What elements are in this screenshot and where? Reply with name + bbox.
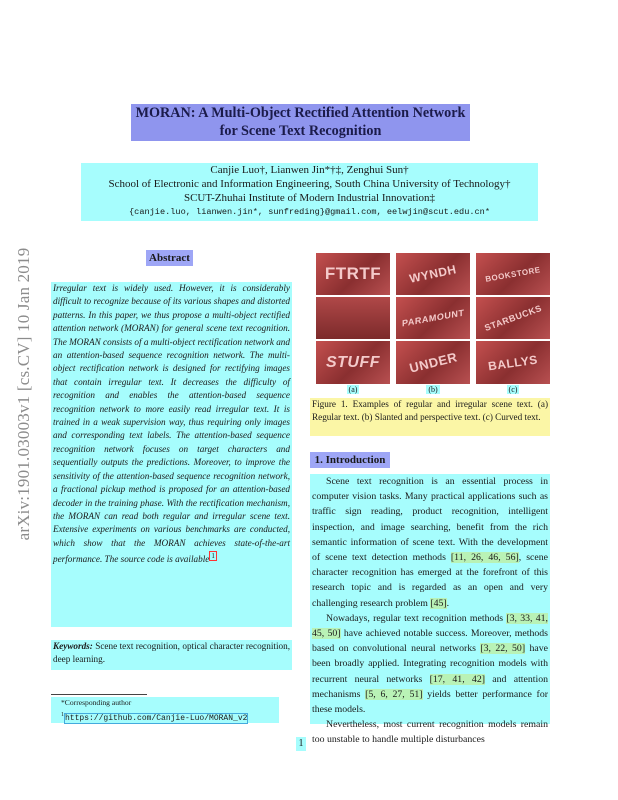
url-footnote-mark: 1: [61, 712, 64, 718]
scene-text-word: WYNDH: [408, 262, 458, 286]
intro-paragraph-1: Scene text recognition is an essential process in computer vision tasks. Many practical applications such as traffic sign reading, product recognition, intelligent inspection, and image searching, benefit from the rich semantic information of scene text. With the development of scene text detection methods [11, 26, 46, 56], scene character recognition has emerged at the forefront of this research topic and is regarded as an open and very challenging research problem [45].: [312, 476, 548, 609]
keywords-block: [51, 640, 292, 670]
scene-text-word: PARAMOUNT: [401, 307, 465, 329]
author-names: Canjie Luo†, Lianwen Jin*†‡, Zenghui Sun†: [210, 164, 409, 176]
intro-paragraph-3: Nevertheless, most current recognition models remain too unstable to handle multiple disturbances: [312, 719, 548, 746]
scene-text-image: [396, 253, 470, 295]
introduction-body: [310, 474, 550, 746]
citation-link[interactable]: [3, 33, 41, 45, 50]: [312, 612, 548, 640]
scene-text-word: BOOKSTORE: [484, 264, 542, 284]
figure-label-a: (a): [348, 385, 358, 394]
figure-column-b: [396, 253, 470, 384]
affiliation-1: School of Electronic and Information Engineering, South China University of Technology†: [108, 178, 511, 190]
abstract-body: [51, 282, 292, 627]
scene-text-image: FTRTF: [316, 253, 390, 295]
footnote-rule: [51, 694, 147, 695]
keywords-text: Scene text recognition, optical character recognition, deep learning.: [53, 641, 290, 665]
author-emails: {canjie.luo, lianwen.jin*, sunfreding}@gmail.com, eelwjin@scut.edu.cn*: [129, 207, 490, 217]
scene-text-image: [396, 341, 470, 384]
scene-text-word: UNDER: [407, 349, 459, 376]
scene-text-word: STARBUCKS: [482, 302, 544, 334]
citation-link[interactable]: [11, 26, 46, 56]: [450, 552, 519, 564]
authors-block: [81, 163, 538, 221]
corresponding-author-note: *Corresponding author: [61, 698, 132, 707]
citation-link[interactable]: [3, 22, 50]: [480, 643, 526, 655]
scene-text-image: [476, 253, 550, 295]
source-code-link[interactable]: https://github.com/Canjie-Luo/MORAN_v2: [65, 713, 248, 723]
scene-text-image: [476, 297, 550, 339]
scene-text-image: [316, 297, 390, 339]
abstract-heading: Abstract: [146, 250, 193, 266]
scene-text-image: [476, 341, 550, 384]
abstract-text: Irregular text is widely used. However, it is considerably difficult to recognize because of its various shapes and distorted patterns. In this paper, we thus propose a multi-object rectified attention network (MORAN) for general scene text recognition. The MORAN consists of a multi-object rectification network and an attention-based sequence recognition network. The multi-object rectification network is designed for rectifying images that contain irregular text. It decreases the difficulty of recognition and enables the attention-based sequence recognition network to more easily read irregular text. It is trained in a weak supervision way, thus requiring only images and corresponding text labels. The attention-based sequence recognition network focuses on target characters and sequentially outputs the predictions. Moreover, to improve the sensitivity of the attention-based sequence recognition network, a fractional pickup method is proposed for an attention-based decoder in the training phase. With the rectification mechanism, the MORAN can read both regular and irregular scene text. Extensive experiments on various benchmarks are conducted, which show that the MORAN achieves state-of-the-art performance. The source code is available: [53, 283, 290, 565]
figure-1: [310, 253, 550, 395]
introduction-heading: 1. Introduction: [310, 452, 390, 468]
citation-link[interactable]: [5, 6, 27, 51]: [365, 688, 423, 700]
figure-label-b: (b): [428, 385, 438, 394]
paper-title: [131, 104, 470, 141]
citation-link[interactable]: [45]: [430, 597, 447, 609]
scene-text-word: BALLYS: [487, 352, 539, 373]
figure-column-c: [476, 253, 550, 384]
title-line-1: MORAN: A Multi-Object Rectified Attention Network: [135, 105, 466, 121]
figure-caption: Figure 1. Examples of regular and irregular scene text. (a) Regular text. (b) Slanted and perspective text. (c) Curved text.: [310, 398, 550, 436]
figure-column-a: [316, 253, 390, 384]
scene-text-image: STUFF: [316, 341, 390, 384]
scene-text-image: [396, 297, 470, 339]
arxiv-identifier-text: arXiv:1901.03003v1 [cs.CV] 10 Jan 2019: [14, 247, 33, 541]
figure-label-c: (c): [508, 385, 518, 394]
intro-paragraph-2: Nowadays, regular text recognition methods [3, 33, 41, 45, 50] have achieved notable success. Moreover, methods based on convolutional neural networks [3, 22, 50] have been broadly applied. Integrating recognition models with recurrent neural networks [17, 41, 42] and attention mechanisms [5, 6, 27, 51] yields better performance for these models.: [312, 612, 548, 716]
page-number: 1: [296, 737, 306, 751]
arxiv-identifier: [10, 218, 38, 570]
title-line-2: for Scene Text Recognition: [219, 123, 382, 139]
footnotes: [51, 697, 279, 723]
keywords-label: Keywords:: [53, 641, 93, 651]
affiliation-2: SCUT-Zhuhai Institute of Modern Industrial Innovation‡: [183, 192, 436, 204]
citation-link[interactable]: [17, 41, 42]: [429, 673, 485, 685]
footnote-mark[interactable]: 1: [211, 552, 215, 561]
